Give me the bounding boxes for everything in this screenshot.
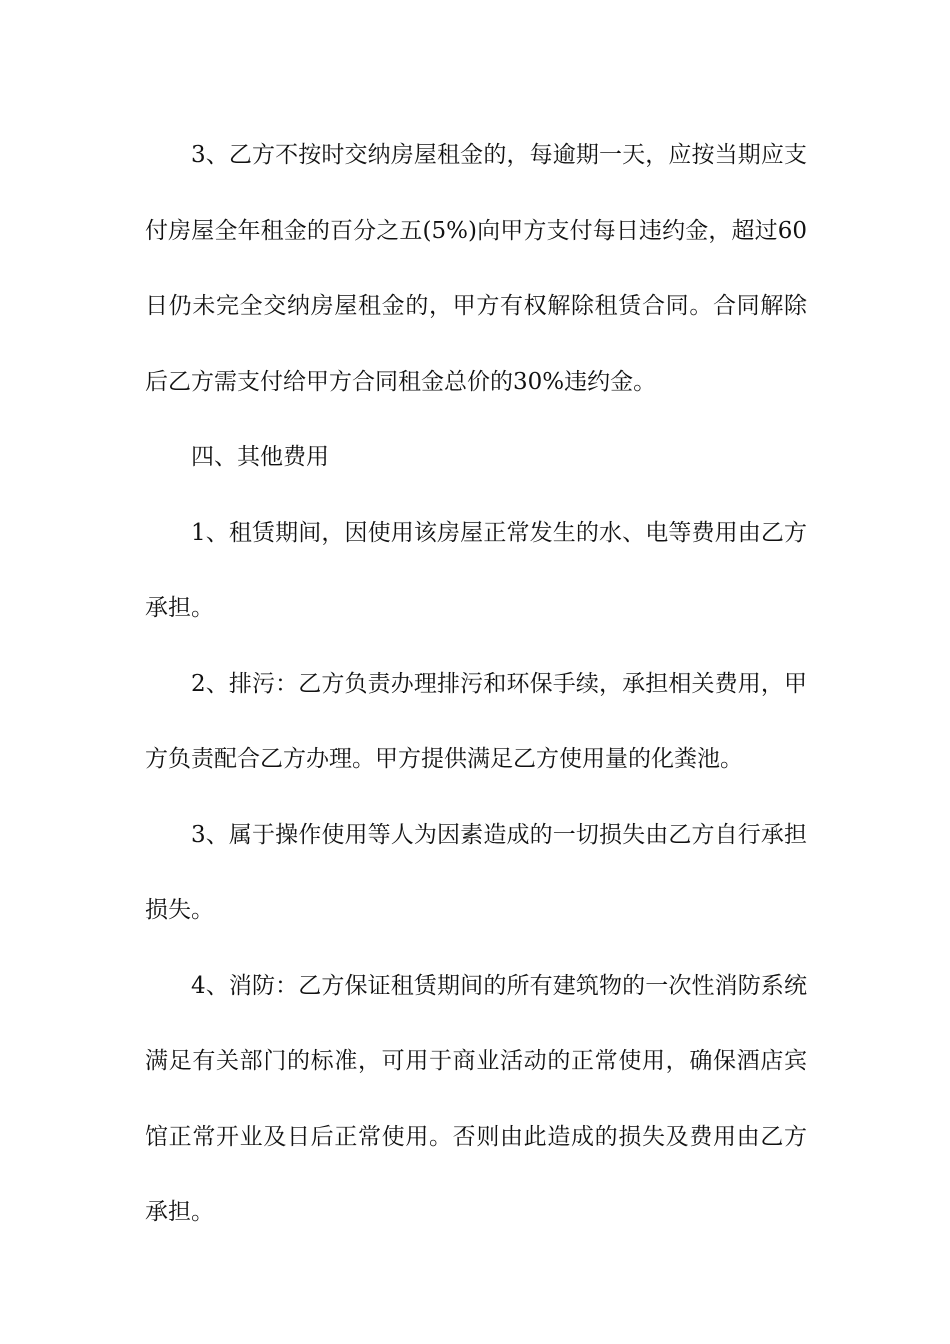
paragraph-sewage: 2、排污：乙方负责办理排污和环保手续，承担相关费用，甲方负责配合乙方办理。甲方提供满足乙方使用量的化粪池。 [145,670,807,772]
paragraph-late-rent-penalty: 3、乙方不按时交纳房屋租金的，每逾期一天，应按当期应支付房屋全年租金的百分之五(5%)向甲方支付每日违约金，超过60日仍未完全交纳房屋租金的，甲方有权解除租赁合同。合同解除后乙方需支付给甲方合同租金总价的30%违约金。 [145,142,807,395]
document-body [145,118,807,1251]
section-heading-other-fees: 四、其他费用 [191,444,329,470]
paragraph-operational-losses: 3、属于操作使用等人为因素造成的一切损失由乙方自行承担损失。 [145,821,807,923]
paragraph-fire-protection: 4、消防：乙方保证租赁期间的所有建筑物的一次性消防系统满足有关部门的标准，可用于商业活动的正常使用，确保酒店宾馆正常开业及日后正常使用。否则由此造成的损失及费用由乙方承担。 [145,972,807,1225]
paragraph-utilities: 1、租赁期间，因使用该房屋正常发生的水、电等费用由乙方承担。 [145,519,807,621]
